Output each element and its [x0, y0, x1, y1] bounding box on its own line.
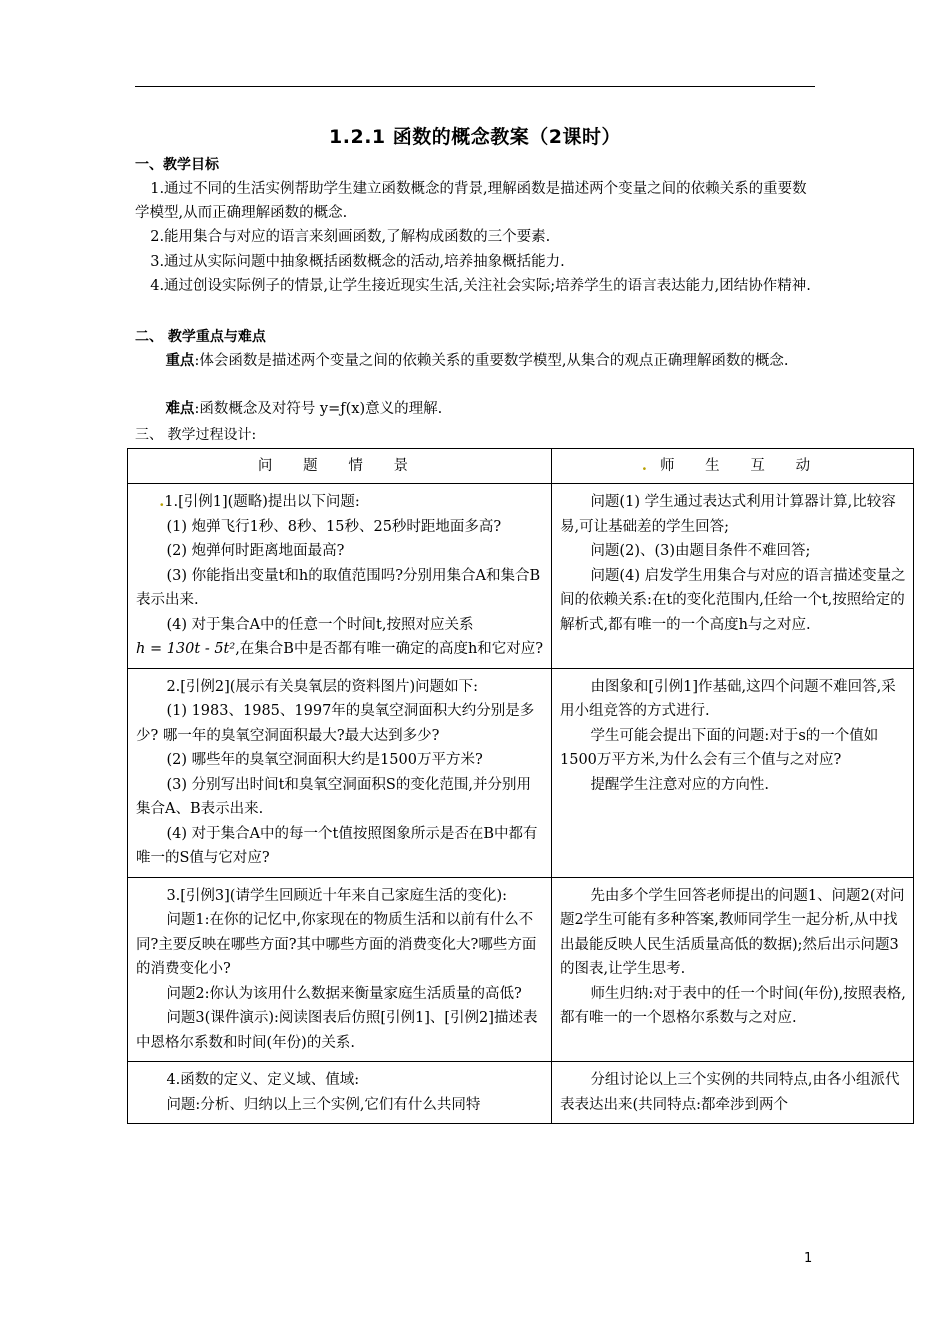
- top-rule: [135, 86, 815, 87]
- row1-right-line: 问题(1) 学生通过表达式利用计算器计算,比较容易,可让基础差的学生回答;: [560, 494, 896, 535]
- row3-left-line: 3.[引例3](请学生回顾近十年来自己家庭生活的变化):: [166, 887, 508, 904]
- row3-left-cell: [128, 877, 552, 1062]
- difficulty-label: 难点: [165, 401, 195, 417]
- key-point-text: :体会函数是描述两个变量之间的依赖关系的重要数学模型,从集合的观点正确理解函数的概念.: [194, 353, 789, 369]
- goal-item-3: 3.通过从实际问题中抽象概括函数概念的活动,培养抽象概括能力.: [150, 254, 565, 270]
- row1-left-line: (4) 对于集合A中的任意一个时间t,按照对应关系: [166, 616, 474, 633]
- row2-right-line: 学生可能会提出下面的问题:对于s的一个值如1500万平方米,为什么会有三个值与之对应?: [560, 727, 879, 768]
- row4-right-cell: [552, 1062, 914, 1124]
- row4-right-line: 分组讨论以上三个实例的共同特点,由各小组派代表表达出来(共同特点:都牵涉到两个: [560, 1072, 900, 1113]
- key-point-label: 重点: [165, 353, 195, 369]
- row3-left-line: 问题2:你认为该用什么数据来衡量家庭生活质量的高低?: [166, 985, 522, 1002]
- row2-left-line: (2) 哪些年的臭氧空洞面积大约是1500万平方米?: [166, 752, 483, 768]
- row1-left-text: ,在集合B中是否都有唯一确定的高度h和它对应?: [235, 641, 544, 657]
- teaching-process-table: [127, 448, 914, 1124]
- table-row: [128, 877, 914, 1062]
- goal-item-4: 4.通过创设实际例子的情景,让学生接近现实生活,关注社会实际;培养学生的语言表达能力,团结协作精神.: [150, 278, 811, 294]
- row2-right-cell: [552, 668, 914, 877]
- row3-right-line: 先由多个学生回答老师提出的问题1、问题2(对问题2学生可能有多种答案,教师同学生一起分析,从中找出最能反映人民生活质量高低的数据);然后出示问题3的图表,让学生思考.: [560, 887, 905, 977]
- row2-right-line: 提醒学生注意对应的方向性.: [590, 776, 770, 793]
- decorative-dot: .: [641, 456, 660, 474]
- table-row: [128, 484, 914, 669]
- row1-left-line: [136, 637, 545, 662]
- row1-left-cell: [128, 484, 552, 669]
- header-teacher-student-interaction: [552, 449, 914, 484]
- row1-right-cell: [552, 484, 914, 669]
- row1-left-line: (2) 炮弹何时距离地面最高?: [166, 543, 345, 559]
- row4-left-line: 问题:分析、归纳以上三个实例,它们有什么共同特: [166, 1096, 481, 1113]
- row1-left-line: [136, 490, 545, 515]
- row1-left-line: (1) 炮弹飞行1秒、8秒、15秒、25秒时距地面多高?: [166, 518, 502, 535]
- row3-left-line: 问题3(课件演示):阅读图表后仿照[引例1]、[引例2]描述表中恩格尔系数和时间(年份)的关系.: [136, 1010, 538, 1051]
- difficulty-paragraph: [135, 397, 815, 421]
- row1-left-line: (3) 你能指出变量t和h的取值范围吗?分别用集合A和集合B表示出来.: [136, 567, 541, 608]
- goal-item-1: 1.通过不同的生活实例帮助学生建立函数概念的背景,理解函数是描述两个变量之间的依赖关系的重要数学模型,从而正确理解函数的概念.: [135, 181, 807, 221]
- section-heading-key-points: 二、 教学重点与难点: [135, 329, 266, 345]
- row3-right-line: 师生归纳:对于表中的任一个时间(年份),按照表格,都有唯一的一个恩格尔系数与之对应.: [560, 985, 906, 1026]
- header-problem-scenario: 问 题 情 景: [128, 449, 552, 484]
- row1-right-line: 问题(4) 启发学生用集合与对应的语言描述变量之间的依赖关系:在t的变化范围内,任给一个t,按照给定的解析式,都有唯一的一个高度h与之对应.: [560, 567, 906, 633]
- row3-left-line: 问题1:在你的记忆中,你家现在的物质生活和以前有什么不同?主要反映在哪些方面?其中哪些方面的消费变化大?哪些方面的消费变化小?: [136, 912, 537, 977]
- row2-left-line: (1) 1983、1985、1997年的臭氧空洞面积大约分别是多少? 哪一年的臭氧空洞面积最大?最大达到多少?: [136, 703, 535, 744]
- row2-left-line: (4) 对于集合A中的每一个t值按照图象所示是否在B中都有唯一的S值与它对应?: [136, 825, 538, 866]
- row2-left-line: 2.[引例2](展示有关臭氧层的资料图片)问题如下:: [166, 678, 479, 695]
- decorative-dot: .: [159, 493, 165, 510]
- goal-item-2: 2.能用集合与对应的语言来刻画函数,了解构成函数的三个要素.: [150, 229, 551, 245]
- row2-left-line: (3) 分别写出时间t和臭氧空洞面积S的变化范围,并分别用集合A、B表示出来.: [136, 776, 531, 817]
- row2-left-cell: [128, 668, 552, 877]
- key-point-paragraph: [135, 349, 815, 373]
- section-heading-process: 三、 教学过程设计:: [135, 427, 257, 443]
- height-formula: h = 130t - 5t²: [136, 641, 236, 657]
- page-number: 1: [804, 1251, 813, 1266]
- difficulty-text: :函数概念及对符号 y=ƒ(x)意义的理解.: [194, 401, 443, 417]
- row3-right-cell: [552, 877, 914, 1062]
- header-interaction-label: 师 生 互 动: [659, 457, 824, 474]
- row1-left-text: 1.[引例1](题略)提出以下问题:: [164, 494, 360, 510]
- row4-left-cell: [128, 1062, 552, 1124]
- row4-left-line: 4.函数的定义、定义域、值域:: [166, 1072, 360, 1088]
- page-title: 1.2.1 函数的概念教案（2课时）: [329, 126, 621, 148]
- table-header-row: [128, 449, 914, 484]
- table-row: [128, 1062, 914, 1124]
- table-row: [128, 668, 914, 877]
- row1-right-line: 问题(2)、(3)由题目条件不难回答;: [590, 543, 811, 559]
- section-heading-goals: 一、教学目标: [135, 157, 219, 173]
- row2-right-line: 由图象和[引例1]作基础,这四个问题不难回答,采用小组竞答的方式进行.: [560, 678, 896, 719]
